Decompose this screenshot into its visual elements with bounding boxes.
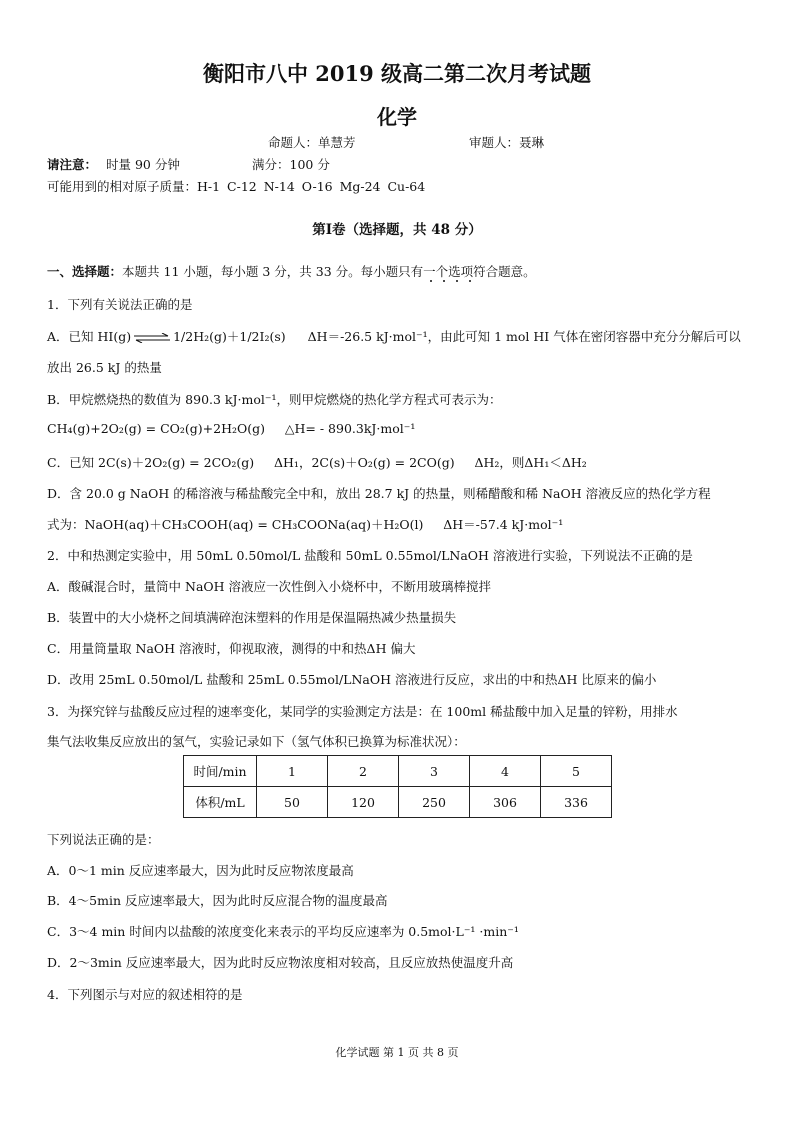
table-row <box>184 756 612 787</box>
notice-label: 请注意： <box>47 157 98 172</box>
section-heading <box>47 262 536 280</box>
table-cell: 4 <box>470 756 541 787</box>
q1-a-prefix: A．已知 HI(g) <box>47 329 132 344</box>
reversible-arrow-icon <box>133 333 171 343</box>
table-cell: 3 <box>399 756 470 787</box>
full-score: 满分：100 分 <box>252 157 330 172</box>
q1-a-enthalpy: ΔH＝-26.5 kJ·mol⁻¹，由此可知 1 mol HI 气体在密闭容器中充分分解后可以 <box>307 329 741 344</box>
table-row <box>184 787 612 818</box>
q3-data-table <box>183 755 612 818</box>
q1-option-d: D．含 20.0 g NaOH 的稀溶液与稀盐酸完全中和，放出 28.7 kJ 的热量，则稀醋酸和稀 NaOH 溶液反应的热化学方程 <box>47 486 711 501</box>
table-header-cell: 体积/mL <box>184 787 257 818</box>
table-cell: 1 <box>257 756 328 787</box>
q2-option-b: B．装置中的大小烧杯之间填满碎泡沫塑料的作用是保温隔热减少热量损失 <box>47 610 457 625</box>
section-title: 第Ⅰ卷（选择题，共 48 分） <box>312 222 482 238</box>
q1-option-c: C．已知 2C(s)＋2O₂(g) = 2CO₂(g) ΔH₁，2C(s)＋O₂(g) = 2CO(g) ΔH₂，则ΔH₁＜ΔH₂ <box>47 455 587 470</box>
page-footer: 化学试题 第 1 页 共 8 页 <box>335 1046 459 1059</box>
section-heading-label: 一、选择题： <box>47 264 123 279</box>
table-cell: 50 <box>257 787 328 818</box>
subject-title: 化学 <box>377 105 417 129</box>
q1-option-d-line2: 式为：NaOH(aq)＋CH₃COOH(aq) = CH₃COONa(aq)＋H₂O(l) ΔH＝-57.4 kJ·mol⁻¹ <box>47 517 564 532</box>
emphasis-dot <box>443 280 445 282</box>
q1-a-reaction: 1/2H₂(g)＋1/2I₂(s) <box>173 329 286 344</box>
q3-stem-line2: 集气法收集反应放出的氢气，实验记录如下（氢气体积已换算为标准状况）： <box>47 734 466 749</box>
emphasis-dot <box>469 280 471 282</box>
q2-option-d: D．改用 25mL 0.50mol/L 盐酸和 25mL 0.55mol/LNaOH 溶液进行反应，求出的中和热ΔH 比原来的偏小 <box>47 672 657 687</box>
q1-option-a-line2: 放出 26.5 kJ 的热量 <box>47 360 162 375</box>
table-header-cell: 时间/min <box>184 756 257 787</box>
table-cell: 2 <box>328 756 399 787</box>
emphasis-dot <box>430 280 432 282</box>
q1-option-a <box>47 327 741 345</box>
table-cell: 250 <box>399 787 470 818</box>
author-line: 命题人：单慧芳 <box>268 135 356 150</box>
q3-option-b: B．4～5min 反应速率最大，因为此时反应混合物的温度最高 <box>47 893 388 908</box>
q4-stem: 4．下列图示与对应的叙述相符的是 <box>47 987 243 1002</box>
q3-stem: 3．为探究锌与盐酸反应过程的速率变化，某同学的实验测定方法是：在 100ml 稀盐酸中加入足量的锌粉，用排水 <box>47 704 678 719</box>
q3-prompt: 下列说法正确的是： <box>47 832 160 847</box>
exam-title: 衡阳市八中 2019 级高二第二次月考试题 <box>202 61 592 86</box>
atomic-mass-line: 可能用到的相对原子质量：H-1 C-12 N-14 O-16 Mg-24 Cu-64 <box>47 179 426 194</box>
q3-option-d: D．2～3min 反应速率最大，因为此时反应物浓度相对较高，且反应放热使温度升高 <box>47 955 514 970</box>
q3-option-c: C．3～4 min 时间内以盐酸的浓度变化来表示的平均反应速率为 0.5mol·L⁻¹ ·min⁻¹ <box>47 924 519 939</box>
q2-option-c: C．用量筒量取 NaOH 溶液时，仰视取液，测得的中和热ΔH 偏大 <box>47 641 416 656</box>
q2-option-a: A．酸碱混合时，量筒中 NaOH 溶液应一次性倒入小烧杯中，不断用玻璃棒搅拌 <box>47 579 492 594</box>
table-cell: 336 <box>541 787 612 818</box>
q1-option-b-equation: CH₄(g)+2O₂(g) = CO₂(g)+2H₂O(g) △H= - 890.3kJ·mol⁻¹ <box>47 421 416 436</box>
time-limit: 时量 90 分钟 <box>106 157 180 172</box>
table-cell: 306 <box>470 787 541 818</box>
table-cell: 120 <box>328 787 399 818</box>
reviewer-line: 审题人：聂琳 <box>469 135 545 150</box>
section-heading-text: 本题共 11 小题，每小题 3 分，共 33 分。每小题只有一个选项符合题意。 <box>122 264 536 279</box>
emphasis-dot <box>456 280 458 282</box>
q1-stem: 1．下列有关说法正确的是 <box>47 297 193 312</box>
q2-stem: 2．中和热测定实验中，用 50mL 0.50mol/L 盐酸和 50mL 0.55mol/LNaOH 溶液进行实验，下列说法不正确的是 <box>47 548 693 563</box>
q1-option-b: B．甲烷燃烧热的数值为 890.3 kJ·mol⁻¹，则甲烷燃烧的热化学方程式可表示为： <box>47 392 502 407</box>
q3-option-a: A．0～1 min 反应速率最大，因为此时反应物浓度最高 <box>47 863 354 878</box>
table-cell: 5 <box>541 756 612 787</box>
